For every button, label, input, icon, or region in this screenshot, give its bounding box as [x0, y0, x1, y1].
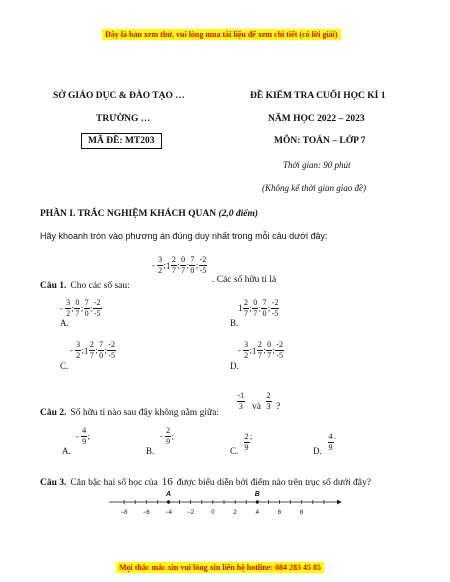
separator: ;	[249, 303, 252, 313]
fraction-denominator: 9	[82, 437, 87, 446]
top-banner: Đây là bản xem thử, vui lòng mua tài liệu để xem chi tiết (có lời giải)	[102, 29, 341, 40]
fraction-numerator: 2	[244, 432, 249, 441]
fraction-integer: 1	[238, 303, 243, 313]
separator: ;	[186, 261, 189, 270]
number-line-tick-label: 0	[211, 510, 215, 516]
fraction-sign: -	[238, 346, 241, 355]
fraction-numerator: -2	[276, 340, 284, 349]
exam-title: ĐỀ KIỂM TRA CUỐI HỌC KÌ 1	[250, 91, 386, 101]
fraction	[238, 299, 250, 318]
number-line-tick-label: 4	[255, 510, 259, 516]
fraction-numerator: 3	[66, 298, 71, 307]
fraction-numerator: -2	[271, 297, 279, 307]
fraction	[238, 341, 250, 360]
q2-end: ?	[276, 402, 281, 412]
q3-text-after: được biểu diễn bởi điểm nào trên trục số dưới đây?	[176, 478, 371, 488]
q2-bound-2	[265, 385, 272, 411]
fraction-numerator: 2	[257, 340, 262, 349]
fraction-integer: 1	[251, 345, 257, 356]
fraction-denominator: -5	[199, 266, 207, 275]
fraction-denominator: 0	[84, 309, 89, 318]
separator: ;	[249, 346, 252, 355]
fraction	[236, 392, 246, 411]
fraction-sign: -	[152, 261, 155, 270]
fraction-numerator: -2	[93, 298, 101, 307]
fraction-sign: -	[60, 304, 63, 313]
q2-and: và	[252, 402, 261, 412]
fraction-numerator: 3	[244, 340, 249, 349]
q2-line	[40, 402, 219, 420]
exam-code: MÃ ĐỀ: MT203	[88, 136, 155, 146]
fraction	[180, 256, 187, 275]
section-title: PHẦN I. TRẮC NGHIỆM KHÁCH QUAN (2,0 điểm)	[40, 209, 259, 219]
separator: ;	[258, 303, 261, 313]
fraction	[272, 340, 285, 360]
q3-label: Câu 3.	[40, 478, 67, 488]
q2-option-d[interactable]: $\frac{4}{9}$ .	[328, 432, 336, 452]
instruction-text: Hãy khoanh tròn vào phương án đúng duy nhất trong mỗi câu dưới đây:	[40, 231, 328, 241]
fraction-numerator: 2	[266, 391, 271, 400]
q1-option-c[interactable]	[70, 340, 117, 360]
q1-option-b-letter[interactable]: B.	[230, 318, 239, 328]
fraction-numerator: 3	[76, 340, 81, 349]
number-line-point-label: A	[165, 491, 172, 498]
fraction	[60, 299, 72, 318]
q1-label: Câu 1.	[40, 281, 67, 291]
fraction-numerator: 2	[166, 426, 171, 435]
fraction-denominator: 0	[99, 351, 104, 360]
fraction	[163, 255, 178, 275]
fraction-numerator: 3	[158, 255, 163, 264]
fraction-numerator: 7	[99, 340, 104, 349]
fraction-denominator: 7	[75, 309, 80, 318]
fraction-denominator: 7	[89, 351, 94, 360]
fraction-numerator: 0	[75, 298, 80, 307]
number-line-tick-label: −8	[120, 510, 128, 516]
q1-text: Cho các số sau:	[70, 281, 130, 291]
q1-option-a[interactable]	[60, 298, 102, 318]
fraction-denominator: 3	[266, 402, 271, 411]
number-line-tick-label: −4	[165, 510, 172, 516]
q2-text: Số hữu tỉ nào sau đây không nằm giữa:	[70, 408, 219, 418]
separator: ;	[71, 304, 74, 313]
fraction	[266, 341, 273, 360]
q2-option-c-letter[interactable]: C.	[230, 446, 239, 456]
number-line-tick-label: −2	[187, 510, 195, 516]
school-year: NĂM HỌC 2022 – 2023	[268, 114, 365, 124]
fraction-denominator: 9	[166, 437, 171, 446]
fraction-denominator: 2	[244, 351, 249, 360]
separator: ;	[267, 303, 271, 313]
fraction-denominator: -5	[271, 308, 279, 318]
fraction-numerator: 7	[84, 298, 89, 307]
fraction-numerator: 2	[244, 297, 248, 307]
subject-label: MÔN: TOÁN – LỚP 7	[274, 136, 366, 146]
exam-note: (Không kể thời gian giao đề)	[262, 183, 367, 193]
q1-line	[40, 275, 130, 293]
q1-given-numbers	[152, 255, 208, 275]
fraction-denominator: 2	[76, 351, 81, 360]
q1-option-d[interactable]	[238, 340, 285, 360]
fraction	[265, 392, 272, 411]
fraction	[195, 255, 208, 275]
fraction	[160, 427, 172, 446]
q2-option-b-letter[interactable]: B.	[146, 446, 155, 456]
q3-number: 16	[161, 476, 173, 488]
department-name: SỞ GIÁO DỤC & ĐÀO TẠO …	[53, 91, 185, 101]
separator: ;	[95, 346, 98, 355]
separator: ;	[104, 346, 107, 355]
number-line-point-label: B	[254, 491, 260, 498]
section-points: (2,0 điểm)	[218, 209, 259, 219]
fraction-numerator: 0	[253, 297, 258, 307]
bottom-banner: Mọi thắc mắc xin vui lòng xin liên hệ hotline: 084 283 45 85	[116, 562, 324, 573]
fraction-numerator: 0	[267, 340, 272, 349]
number-line-tick-label: 2	[233, 510, 237, 516]
q2-option-c[interactable]: $\frac{2}{9}$ ;	[244, 432, 253, 452]
fraction	[258, 297, 271, 318]
q2-option-a[interactable]: - $\frac{4}{9}$ ;	[76, 426, 90, 446]
number-line-tick-label: −6	[142, 510, 150, 516]
number-line-point-a	[167, 500, 170, 503]
number-line-tick-label: 6	[277, 510, 282, 516]
fraction	[92, 299, 102, 318]
fraction	[267, 297, 280, 318]
fraction-denominator: -5	[108, 351, 116, 360]
fraction-denominator: 9	[244, 443, 249, 452]
fraction	[327, 433, 334, 452]
fraction-denominator: 7	[267, 351, 272, 360]
q2-option-b[interactable]: - $\frac{2}{9}$ ;	[160, 426, 174, 446]
separator: ;	[163, 261, 166, 270]
fraction-integer: 1	[165, 260, 171, 271]
fraction-numerator: 0	[181, 255, 186, 264]
fraction	[98, 341, 105, 360]
fraction-sign: -	[160, 432, 163, 441]
fraction	[152, 256, 164, 275]
q1-option-a-letter[interactable]: A.	[60, 318, 69, 328]
q2-option-d-letter[interactable]: D.	[313, 446, 322, 456]
fraction-denominator: 0	[190, 266, 195, 275]
fraction	[249, 297, 259, 318]
hotline-number: 084 283 45 85	[275, 563, 322, 572]
fraction-denominator: 7	[244, 308, 248, 318]
fraction-numerator: -1	[237, 391, 245, 400]
q1-option-d-letter[interactable]: D.	[230, 361, 239, 371]
fraction-denominator: 7	[257, 351, 262, 360]
fraction-denominator: 3	[238, 402, 243, 411]
fraction-sign: -	[76, 432, 79, 441]
q2-option-a-letter[interactable]: A.	[62, 446, 71, 456]
q1-option-c-letter[interactable]: C.	[60, 361, 69, 371]
number-line	[105, 488, 345, 518]
fraction	[186, 255, 199, 275]
fraction-denominator: 7	[253, 308, 258, 318]
number-line-tick-label: 8	[300, 510, 304, 516]
q1-after-text: . Các số hữu tỉ là	[212, 275, 277, 285]
separator: ;	[272, 346, 275, 355]
fraction-numerator: 7	[190, 255, 195, 264]
separator: ;	[177, 261, 180, 270]
fraction	[81, 340, 96, 360]
fraction-sign: -	[70, 346, 73, 355]
separator: ;	[195, 261, 199, 270]
fraction-integer: 1	[83, 345, 89, 356]
fraction-denominator: 7	[171, 266, 176, 275]
separator: ;	[81, 346, 84, 355]
fraction-denominator: 7	[181, 266, 186, 275]
fraction-denominator: 0	[262, 308, 267, 318]
fraction-numerator: 4	[328, 432, 333, 441]
q2-bound-1	[236, 385, 246, 411]
fraction	[243, 433, 250, 452]
fraction	[249, 340, 264, 360]
fraction-numerator: 7	[262, 297, 267, 307]
fraction	[71, 298, 84, 318]
exam-time: Thời gian: 90 phút	[283, 160, 351, 170]
fraction-numerator: 2	[171, 255, 176, 264]
fraction-numerator: 2	[89, 340, 94, 349]
fraction-denominator: 9	[328, 443, 333, 452]
fraction-denominator: 2	[66, 309, 71, 318]
fraction	[104, 340, 117, 360]
q1-option-b[interactable]	[238, 298, 280, 318]
q3-text-before: Căn bậc hai số học của	[70, 478, 158, 488]
separator: ;	[90, 304, 93, 313]
fraction	[76, 427, 88, 446]
fraction-numerator: 4	[82, 426, 87, 435]
fraction	[80, 298, 93, 318]
fraction-denominator: 2	[158, 266, 163, 275]
fraction-numerator: -2	[199, 255, 207, 264]
separator: ;	[263, 346, 266, 355]
q2-label: Câu 2.	[40, 408, 67, 418]
fraction-numerator: -2	[108, 340, 116, 349]
fraction	[70, 341, 82, 360]
school-name: TRƯỜNG …	[96, 114, 151, 124]
fraction-denominator: -5	[93, 309, 101, 318]
number-line-point-b	[256, 500, 259, 503]
fraction-denominator: -5	[276, 351, 284, 360]
separator: ;	[80, 304, 84, 313]
exam-code-box	[81, 133, 162, 149]
